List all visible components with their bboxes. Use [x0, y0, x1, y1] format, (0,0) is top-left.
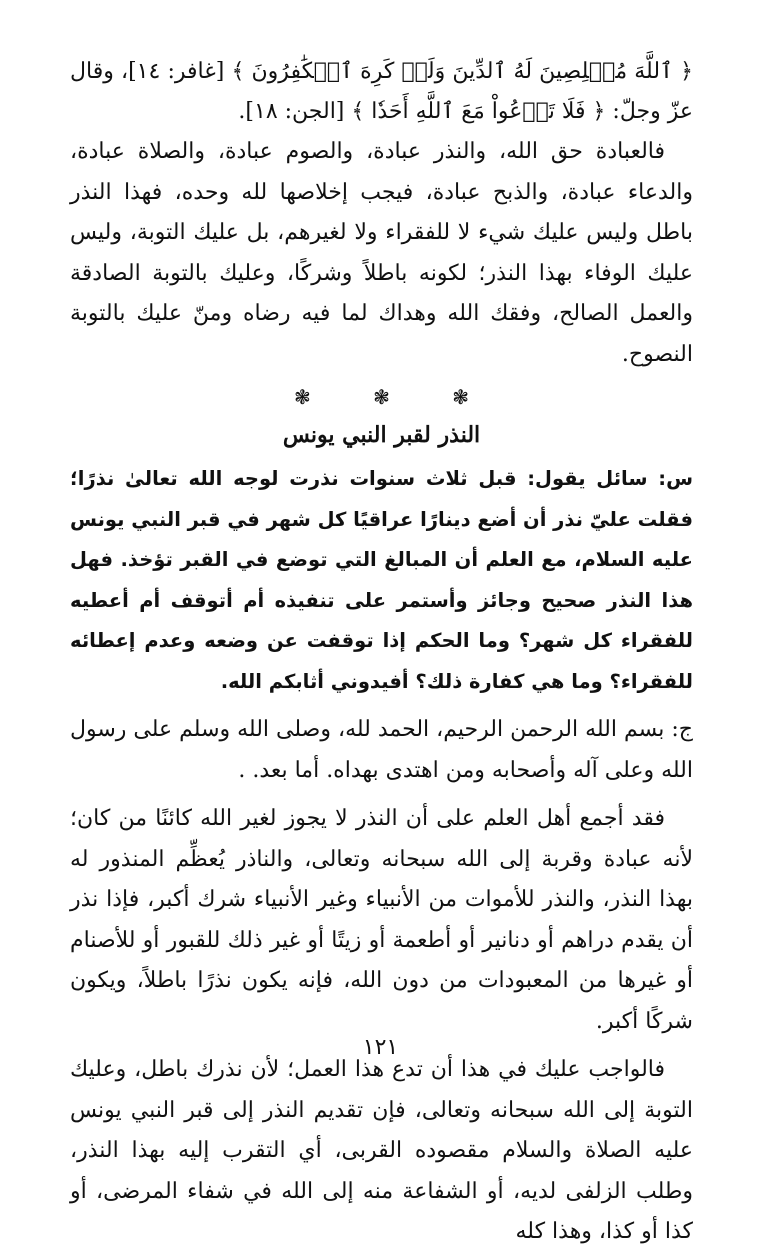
separator-star-icon: ❃ [452, 385, 469, 409]
separator-star-icon: ❃ [373, 385, 390, 409]
paragraph-worship: فالعبادة حق الله، والنذر عبادة، والصوم عبادة، والصلاة عبادة، والدعاء عبادة، والذبح عبادة، فيجب إخلاصها لله وحده، فهذا النذر باطل وليس عليك شيء لا للفقراء ولا لغيرهم، بل عليك التوبة، وليس عليك الوفاء بهذا النذر؛ لكونه باطلاً وشركًا، وعليك بالتوبة الصادقة والعمل الصالح، وفقك الله وهداك لما فيه رضاه ومنّ عليك بالتوبة النصوح. [70, 139, 693, 367]
paragraph-consensus: فقد أجمع أهل العلم على أن النذر لا يجوز لغير الله كائنًا من كان؛ لأنه عبادة وقربة إلى الله سبحانه وتعالى، والناذر يُعظِّم المنذور له بهذا النذر، والنذر للأموات من الأنبياء وغير الأنبياء شرك أكبر، فإذا نذر أن يقدم دراهم أو دنانير أو أطعمة أو زيتًا أو غير ذلك للقبور أو للأصنام أو غيرها من المعبودات من دون الله، فإنه يكون نذرًا باطلاً، ويكون شركًا أكبر. [70, 806, 693, 1034]
paragraph-obligation: فالواجب عليك في هذا أن تدع هذا العمل؛ لأن نذرك باطل، وعليك التوبة إلى الله سبحانه وتعالى، فإن تقديم النذر إلى قبر النبي يونس عليه الصلاة والسلام مقصوده القربى، أي التقرب إليه بهذا النذر، وطلب الزلفى لديه، أو الشفاعة منه إلى الله في شفاء المرضى، أو كذا أو كذا، وهذا كله [70, 1057, 693, 1244]
answer-intro: ج: بسم الله الرحمن الرحيم، الحمد لله، وصلى الله وسلم على رسول الله وعلى آله وأصحابه ومن اهتدى بهداه. أما بعد. . [70, 717, 693, 783]
page-number: ١٢١ [362, 1035, 399, 1060]
separator-star-icon: ❃ [293, 385, 311, 409]
question-paragraph: س: سائل يقول: قبل ثلاث سنوات نذرت لوجه الله تعالىٰ نذرًا؛ فقلت عليّ نذر أن أضع دينارًا عراقيًا كل شهر في قبر النبي يونس عليه السلام، مع العلم أن المبالغ التي توضع في القبر تؤخذ. فهل هذا النذر صحيح وجائز وأستمر على تنفيذه أم أتوقف أم أعطيه للفقراء كل شهر؟ وما الحكم إذا توقفت عن وضعه وعدم إعطائه للفقراء؟ وما هي كفارة ذلك؟ أفيدوني أثابكم الله. [70, 467, 693, 693]
quran-quote-paragraph: ﴿ ٱللَّهَ مُخۡلِصِينَ لَهُ ٱلدِّينَ وَلَوۡ كَرِهَ ٱلۡكَٰفِرُونَ ﴾ [غافر: ١٤]، وقال عزّ وجلّ: ﴿ فَلَا تَدۡعُواْ مَعَ ٱللَّهِ أَحَدٗا ﴾ [الجن: ١٨]. [70, 59, 693, 124]
section-separator [70, 379, 693, 415]
section-title: النذر لقبر النبي يونس [282, 422, 481, 448]
